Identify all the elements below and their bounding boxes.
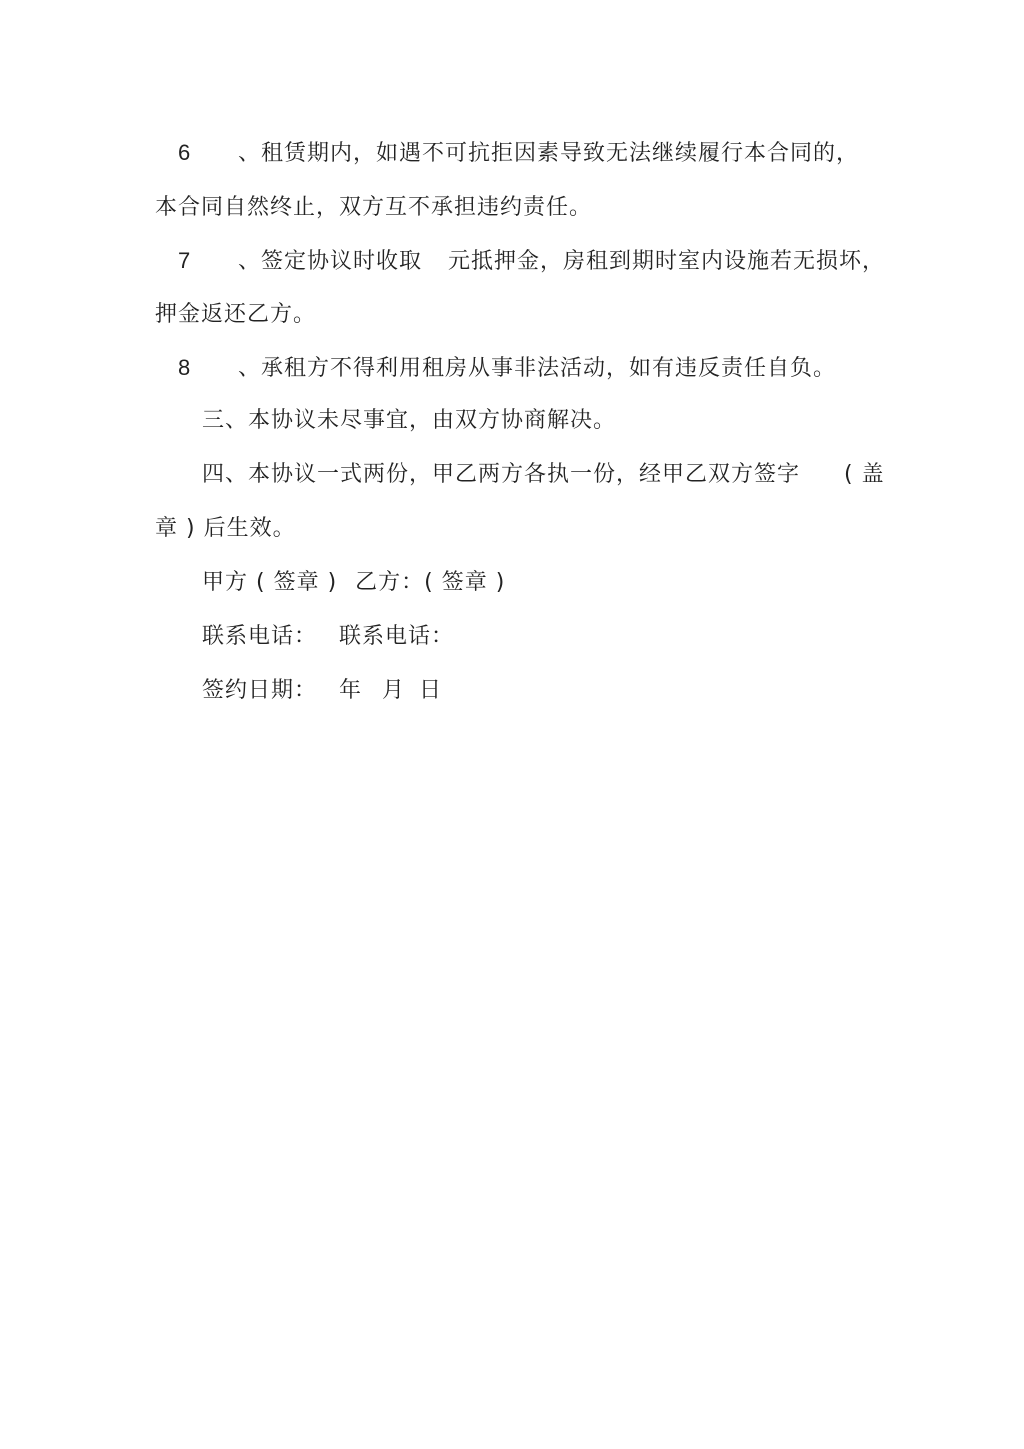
- item-6-text-1: 、租赁期内，如遇不可抗拒因素导致无法继续履行本合同的，: [238, 141, 860, 166]
- party-b-signature: 乙方：( 签章 ): [355, 570, 506, 595]
- clause-4-line-2: 章 ) 后生效。: [155, 516, 296, 541]
- clause-4-text-1a: 四、本协议一式两份，甲乙两方各执一份，经甲乙双方签字: [202, 462, 801, 487]
- item-7-number: 7: [178, 248, 192, 273]
- signature-line: [202, 568, 505, 598]
- party-a-phone-label: 联系电话：: [202, 624, 318, 649]
- phone-line: [202, 622, 454, 652]
- signing-date-label: 签约日期：: [202, 678, 318, 703]
- item-7-line-1: [178, 246, 885, 277]
- clause-3: 三、本协议未尽事宜，由双方协商解决。: [202, 408, 617, 433]
- item-8-number: 8: [178, 355, 192, 380]
- date-line: [202, 676, 442, 706]
- clause-4-text-1b: ( 盖: [844, 462, 885, 487]
- item-6-line-2: 本合同自然终止，双方互不承担违约责任。: [155, 195, 593, 220]
- item-6-number: 6: [178, 140, 192, 165]
- item-8-text-1: 、承租方不得利用租房从事非法活动，如有违反责任自负。: [238, 356, 837, 381]
- date-year: 年: [339, 678, 363, 703]
- item-6-line-1: [178, 138, 859, 169]
- date-day: 日: [419, 678, 443, 703]
- clause-4-line-1: [202, 460, 885, 490]
- item-8-line-1: [178, 353, 836, 384]
- item-7-line-2: 押金返还乙方。: [155, 302, 317, 327]
- party-a-signature: 甲方 ( 签章 ): [202, 570, 338, 595]
- item-7-text-1b: 元抵押金，房租到期时室内设施若无损坏，: [448, 249, 886, 274]
- party-b-phone-label: 联系电话：: [339, 624, 455, 649]
- item-7-text-1a: 、签定协议时收取: [238, 249, 423, 274]
- date-month: 月: [382, 678, 406, 703]
